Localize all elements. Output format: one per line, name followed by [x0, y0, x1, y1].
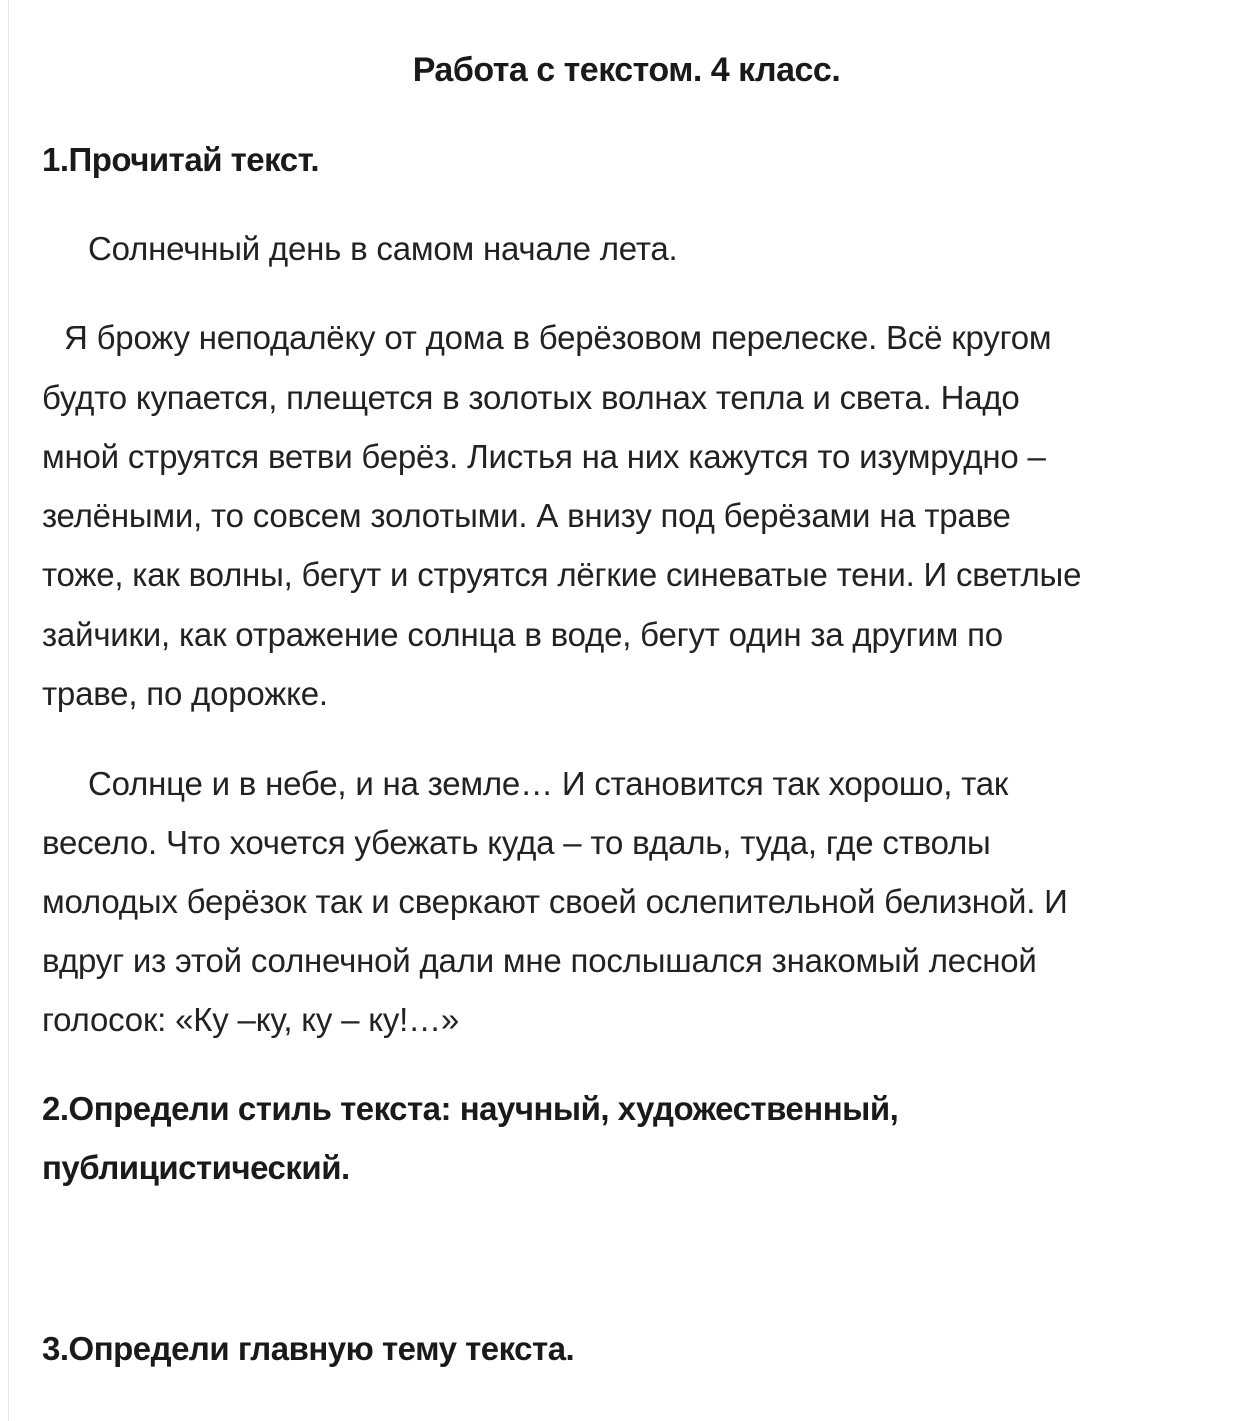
paragraph-line: мной струятся ветви берёз. Листья на них кажутся то изумрудно – — [42, 438, 1046, 475]
paragraph-line: будто купается, плещется в золотых волнах тепла и света. Надо — [42, 379, 1020, 416]
paragraph-line: зайчики, как отражение солнца в воде, бегут один за другим по — [42, 616, 1003, 653]
paragraph-line: молодых берёзок так и сверкают своей ослепительной белизной. И — [42, 883, 1068, 920]
task-2-heading-continued: публицистический. — [42, 1149, 350, 1186]
paragraph-line: траве, по дорожке. — [42, 675, 328, 712]
text-heading: Солнечный день в самом начале лета. — [88, 230, 678, 267]
paragraph-line: Солнце и в небе, и на земле… И становится так хорошо, так — [88, 765, 1009, 802]
paragraph-line: вдруг из этой солнечной дали мне послышался знакомый лесной — [42, 942, 1037, 979]
page-title: Работа с текстом. 4 класс. — [412, 51, 841, 89]
task-3-heading: 3.Определи главную тему текста. — [42, 1330, 575, 1367]
page-edge-divider — [8, 0, 9, 1421]
paragraph-line: Я брожу неподалёку от дома в берёзовом перелеске. Всё кругом — [64, 319, 1052, 356]
paragraph-line: тоже, как волны, бегут и струятся лёгкие синеватые тени. И светлые — [42, 556, 1082, 593]
task-1-heading: 1.Прочитай текст. — [42, 141, 320, 178]
task-2-heading: 2.Определи стиль текста: научный, художественный, — [42, 1090, 899, 1127]
paragraph-line: голосок: «Ку –ку, ку – ку!…» — [42, 1001, 460, 1038]
paragraph-line: зелёными, то совсем золотыми. А внизу под берёзами на траве — [42, 497, 1011, 534]
paragraph-line: весело. Что хочется убежать куда – то вдаль, туда, где стволы — [42, 824, 991, 861]
